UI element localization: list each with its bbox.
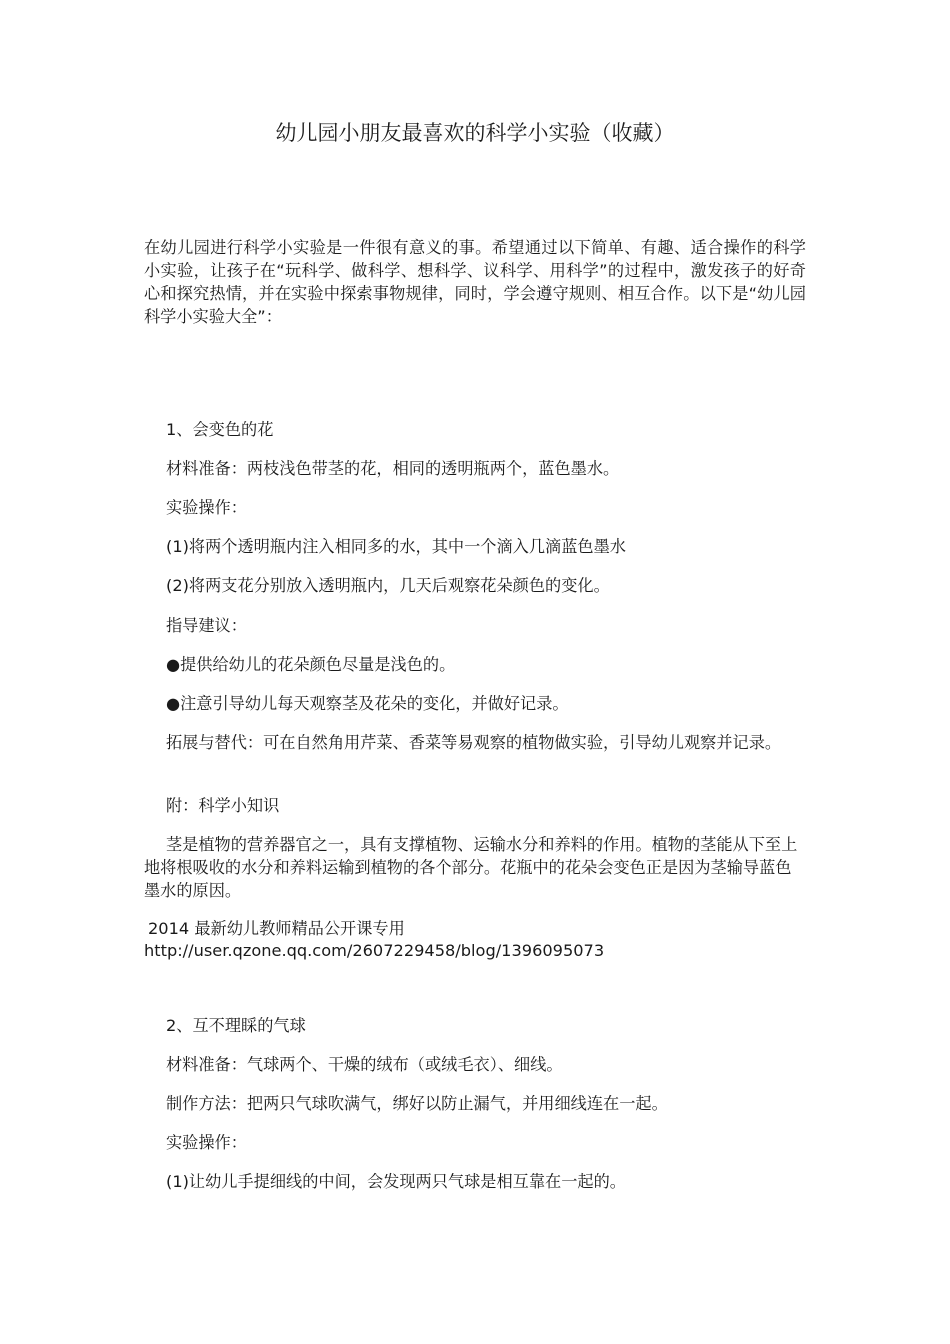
experiment2-operation-label: 实验操作：: [166, 1133, 247, 1152]
experiment2-materials: 材料准备：气球两个、干燥的绒布（或绒毛衣）、细线。: [166, 1055, 563, 1074]
experiment1-tip1: ●提供给幼儿的花朵颜色尽量是浅色的。: [166, 655, 456, 674]
promo-url[interactable]: http://user.qzone.qq.com/2607229458/blog/1396095073: [144, 941, 605, 960]
promo-title: 2014 最新幼儿教师精品公开课专用: [148, 919, 405, 938]
experiment2-step1: (1)让幼儿手提细线的中间，会发现两只气球是相互靠在一起的。: [166, 1172, 626, 1191]
experiment1-appendix-label: 附：科学小知识: [166, 796, 280, 815]
experiment1-knowledge: 茎是植物的营养器官之一，具有支撑植物、运输水分和养料的作用。植物的茎能从下至上地将根吸收的水分和养料运输到植物的各个部分。花瓶中的花朵会变色正是因为茎输导蓝色墨水的原因。: [144, 835, 798, 900]
experiment1-heading: 1、会变色的花: [166, 420, 274, 439]
experiment1-step2: (2)将两支花分别放入透明瓶内，几天后观察花朵颜色的变化。: [166, 576, 610, 595]
experiment1-step1: (1)将两个透明瓶内注入相同多的水，其中一个滴入几滴蓝色墨水: [166, 537, 626, 556]
experiment1-extension: 拓展与替代：可在自然角用芹菜、香菜等易观察的植物做实验，引导幼儿观察并记录。: [166, 733, 782, 752]
document-title: 幼儿园小朋友最喜欢的科学小实验（收藏）: [275, 121, 675, 145]
experiment1-operation-label: 实验操作：: [166, 498, 247, 517]
experiment2-heading: 2、互不理睬的气球: [166, 1016, 306, 1035]
experiment1-materials: 材料准备：两枝浅色带茎的花，相同的透明瓶两个，蓝色墨水。: [166, 459, 620, 478]
experiment2-method: 制作方法：把两只气球吹满气，绑好以防止漏气，并用细线连在一起。: [166, 1094, 668, 1113]
experiment1-tip2: ●注意引导幼儿每天观察茎及花朵的变化，并做好记录。: [166, 694, 569, 713]
experiment1-guidance-label: 指导建议：: [166, 616, 247, 635]
promo-block: [144, 918, 844, 962]
intro-paragraph: 在幼儿园进行科学小实验是一件很有意义的事。希望通过以下简单、有趣、适合操作的科学小实验，让孩子在“玩科学、做科学、想科学、议科学、用科学”的过程中，激发孩子的好奇心和探究热情，并在实验中探索事物规律，同时，学会遵守规则、相互合作。以下是“幼儿园科学小实验大全”：: [144, 238, 806, 326]
